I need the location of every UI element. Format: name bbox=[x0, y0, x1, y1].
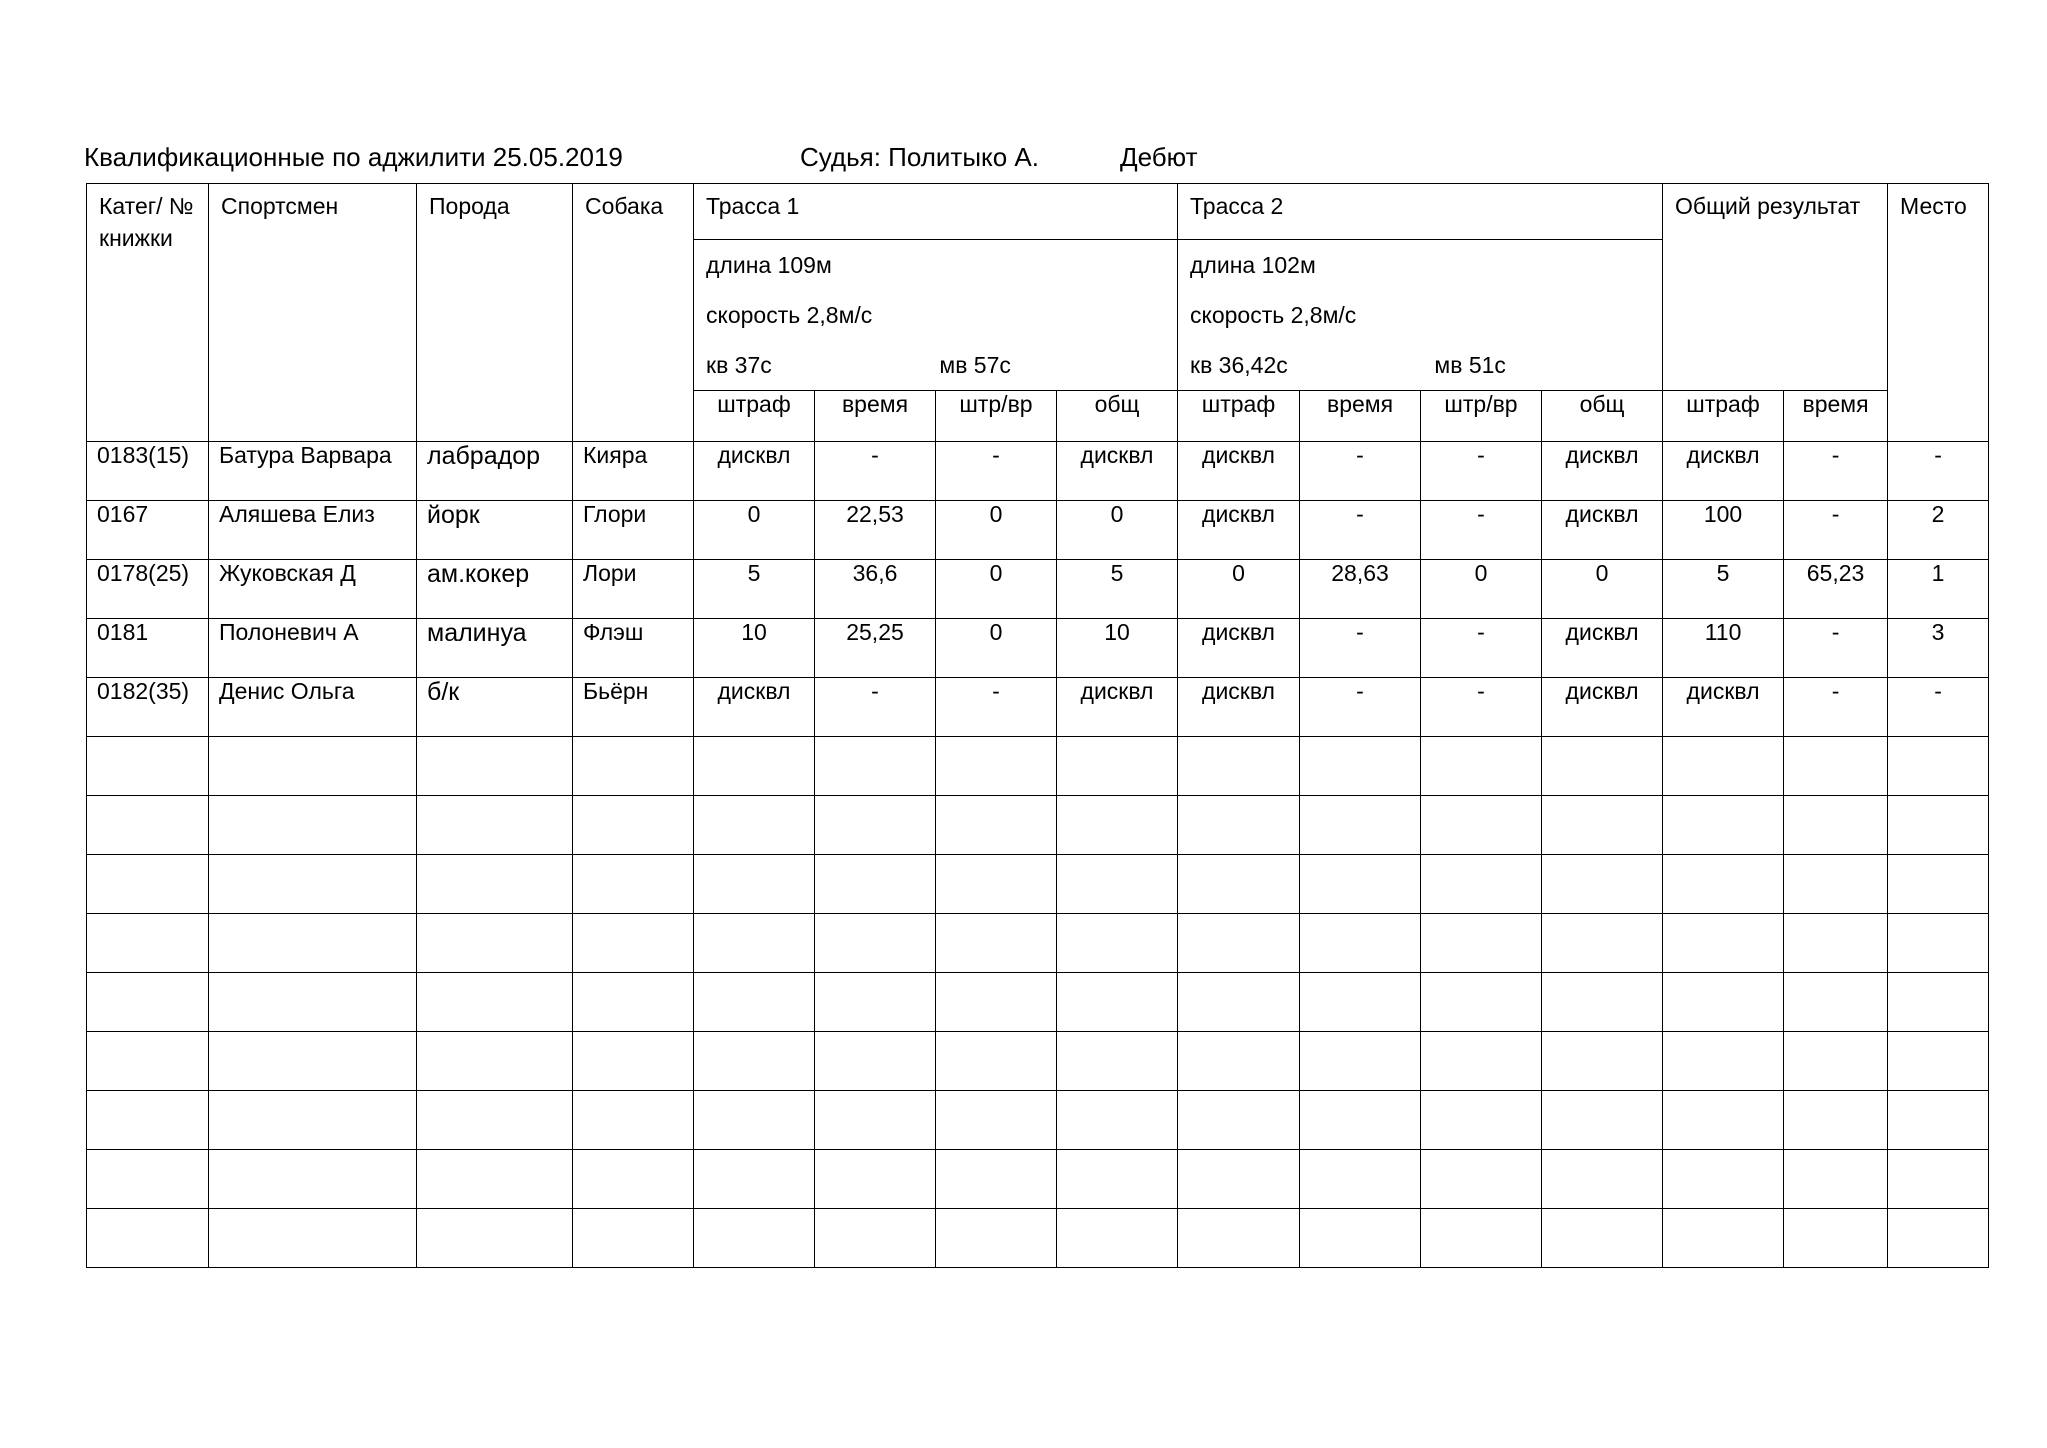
t1-total-cell bbox=[1057, 914, 1178, 973]
t1-total-cell bbox=[1057, 1150, 1178, 1209]
t1-total-header: общ bbox=[1057, 391, 1178, 442]
track1-length: длина 109м bbox=[706, 252, 832, 278]
t2-penalty-cell bbox=[1178, 855, 1300, 914]
breed-cell bbox=[417, 1091, 573, 1150]
t2-ratio-cell bbox=[1421, 855, 1542, 914]
t2-total-cell: дисквл bbox=[1542, 501, 1663, 560]
total-penalty-cell bbox=[1663, 1209, 1784, 1268]
t2-total-cell: 0 bbox=[1542, 560, 1663, 619]
t1-time-header: время bbox=[815, 391, 936, 442]
t2-penalty-cell bbox=[1178, 1150, 1300, 1209]
t2-total-cell bbox=[1542, 973, 1663, 1032]
athlete-cell: Батура Варвара bbox=[209, 442, 417, 501]
total-time-cell bbox=[1784, 914, 1888, 973]
athlete-cell bbox=[209, 1209, 417, 1268]
book-cell bbox=[87, 737, 209, 796]
book-cell: 0167 bbox=[87, 501, 209, 560]
t2-ratio-cell bbox=[1421, 1091, 1542, 1150]
t2-time-cell: - bbox=[1300, 501, 1421, 560]
place-cell bbox=[1888, 796, 1989, 855]
t2-ratio-cell: - bbox=[1421, 678, 1542, 737]
track2-info bbox=[1178, 240, 1663, 391]
t1-penalty-cell: 10 bbox=[694, 619, 815, 678]
t2-total-cell bbox=[1542, 855, 1663, 914]
t2-ratio-cell bbox=[1421, 737, 1542, 796]
results-table bbox=[86, 183, 1989, 1268]
t1-time-cell bbox=[815, 1209, 936, 1268]
t2-penalty-cell bbox=[1178, 737, 1300, 796]
total-time-cell bbox=[1784, 737, 1888, 796]
breed-cell bbox=[417, 1150, 573, 1209]
dog-cell bbox=[573, 855, 694, 914]
t2-ratio-cell: - bbox=[1421, 501, 1542, 560]
total-time-cell: - bbox=[1784, 501, 1888, 560]
book-cell bbox=[87, 973, 209, 1032]
dog-cell bbox=[573, 1091, 694, 1150]
breed-cell bbox=[417, 737, 573, 796]
breed-cell bbox=[417, 973, 573, 1032]
book-cell: 0182(35) bbox=[87, 678, 209, 737]
header-athlete: Спортсмен bbox=[209, 184, 417, 442]
t2-penalty-cell bbox=[1178, 796, 1300, 855]
total-penalty-cell bbox=[1663, 796, 1784, 855]
dog-cell bbox=[573, 973, 694, 1032]
t1-time-cell bbox=[815, 973, 936, 1032]
header-track2: Трасса 2 bbox=[1178, 184, 1663, 240]
t2-time-cell bbox=[1300, 796, 1421, 855]
table-row bbox=[87, 442, 1989, 501]
t1-ratio-cell bbox=[936, 1032, 1057, 1091]
track2-speed: скорость 2,8м/с bbox=[1190, 302, 1357, 328]
t1-penalty-cell: дисквл bbox=[694, 442, 815, 501]
total-time-cell bbox=[1784, 796, 1888, 855]
t1-total-cell bbox=[1057, 796, 1178, 855]
breed-cell: малинуа bbox=[417, 619, 573, 678]
t2-time-cell bbox=[1300, 1032, 1421, 1091]
t1-total-cell bbox=[1057, 1091, 1178, 1150]
t1-penalty-cell bbox=[694, 973, 815, 1032]
track1-mv: мв 57с bbox=[939, 352, 1011, 378]
breed-cell: б/к bbox=[417, 678, 573, 737]
total-time-cell bbox=[1784, 973, 1888, 1032]
dog-cell bbox=[573, 914, 694, 973]
t1-time-cell bbox=[815, 855, 936, 914]
t2-ratio-cell: 0 bbox=[1421, 560, 1542, 619]
athlete-cell bbox=[209, 737, 417, 796]
place-cell: - bbox=[1888, 678, 1989, 737]
t2-penalty-cell: дисквл bbox=[1178, 501, 1300, 560]
breed-cell: ам.кокер bbox=[417, 560, 573, 619]
breed-cell bbox=[417, 1209, 573, 1268]
t2-time-cell bbox=[1300, 914, 1421, 973]
athlete-cell bbox=[209, 1032, 417, 1091]
t2-total-cell bbox=[1542, 1150, 1663, 1209]
t1-penalty-cell bbox=[694, 1150, 815, 1209]
t1-total-cell: дисквл bbox=[1057, 442, 1178, 501]
book-cell: 0178(25) bbox=[87, 560, 209, 619]
t1-penalty-cell bbox=[694, 737, 815, 796]
book-cell bbox=[87, 1032, 209, 1091]
total-time-cell bbox=[1784, 1150, 1888, 1209]
total-penalty-cell bbox=[1663, 973, 1784, 1032]
total-time-cell: - bbox=[1784, 678, 1888, 737]
athlete-cell bbox=[209, 1091, 417, 1150]
t2-penalty-cell bbox=[1178, 1209, 1300, 1268]
place-cell bbox=[1888, 1091, 1989, 1150]
total-penalty-cell: 110 bbox=[1663, 619, 1784, 678]
t2-ratio-header: штр/вр bbox=[1421, 391, 1542, 442]
t2-ratio-cell: - bbox=[1421, 442, 1542, 501]
t2-total-cell bbox=[1542, 1209, 1663, 1268]
t1-ratio-cell bbox=[936, 1091, 1057, 1150]
t2-penalty-cell: дисквл bbox=[1178, 442, 1300, 501]
t2-time-cell bbox=[1300, 1150, 1421, 1209]
total-penalty-cell bbox=[1663, 737, 1784, 796]
t1-time-cell bbox=[815, 1091, 936, 1150]
total-time-cell bbox=[1784, 1032, 1888, 1091]
total-penalty-cell bbox=[1663, 1091, 1784, 1150]
dog-cell bbox=[573, 796, 694, 855]
t1-ratio-cell: 0 bbox=[936, 560, 1057, 619]
book-cell: 0181 bbox=[87, 619, 209, 678]
t1-time-cell bbox=[815, 796, 936, 855]
t1-penalty-header: штраф bbox=[694, 391, 815, 442]
empty-table-row bbox=[87, 737, 1989, 796]
t1-penalty-cell bbox=[694, 1032, 815, 1091]
t1-total-cell: 5 bbox=[1057, 560, 1178, 619]
t1-time-cell: 25,25 bbox=[815, 619, 936, 678]
t2-time-cell bbox=[1300, 1209, 1421, 1268]
breed-cell: йорк bbox=[417, 501, 573, 560]
track1-info bbox=[694, 240, 1178, 391]
t2-time-cell bbox=[1300, 855, 1421, 914]
athlete-cell bbox=[209, 796, 417, 855]
table-row bbox=[87, 560, 1989, 619]
empty-table-row bbox=[87, 855, 1989, 914]
t1-penalty-cell bbox=[694, 796, 815, 855]
athlete-cell bbox=[209, 914, 417, 973]
header-track1: Трасса 1 bbox=[694, 184, 1178, 240]
place-cell bbox=[1888, 855, 1989, 914]
total-time-cell bbox=[1784, 1091, 1888, 1150]
t1-penalty-cell: 5 bbox=[694, 560, 815, 619]
total-penalty-cell bbox=[1663, 855, 1784, 914]
t2-time-cell: - bbox=[1300, 619, 1421, 678]
total-time-cell: - bbox=[1784, 619, 1888, 678]
breed-cell bbox=[417, 796, 573, 855]
header-breed: Порода bbox=[417, 184, 573, 442]
empty-table-row bbox=[87, 1032, 1989, 1091]
track2-kv: кв 36,42с bbox=[1190, 352, 1288, 378]
t1-ratio-cell bbox=[936, 737, 1057, 796]
t2-time-cell: - bbox=[1300, 678, 1421, 737]
t1-total-cell bbox=[1057, 1209, 1178, 1268]
t2-time-cell bbox=[1300, 737, 1421, 796]
t2-ratio-cell bbox=[1421, 914, 1542, 973]
t2-total-cell bbox=[1542, 914, 1663, 973]
t1-time-cell: - bbox=[815, 442, 936, 501]
t1-time-cell bbox=[815, 1150, 936, 1209]
page-title: Квалификационные по аджилити 25.05.2019 bbox=[84, 142, 623, 172]
book-cell bbox=[87, 796, 209, 855]
empty-table-row bbox=[87, 914, 1989, 973]
t1-time-cell: - bbox=[815, 678, 936, 737]
t2-penalty-cell bbox=[1178, 914, 1300, 973]
place-cell bbox=[1888, 1150, 1989, 1209]
t2-ratio-cell bbox=[1421, 973, 1542, 1032]
t1-ratio-cell bbox=[936, 1150, 1057, 1209]
empty-table-row bbox=[87, 1209, 1989, 1268]
t1-ratio-cell: - bbox=[936, 678, 1057, 737]
t1-time-cell: 36,6 bbox=[815, 560, 936, 619]
t1-total-cell: 0 bbox=[1057, 501, 1178, 560]
t1-ratio-cell bbox=[936, 796, 1057, 855]
t2-total-cell: дисквл bbox=[1542, 678, 1663, 737]
t1-total-cell: дисквл bbox=[1057, 678, 1178, 737]
category-label: Дебют bbox=[1120, 142, 1198, 172]
athlete-cell bbox=[209, 855, 417, 914]
dog-cell bbox=[573, 1032, 694, 1091]
dog-cell: Глори bbox=[573, 501, 694, 560]
t1-time-cell bbox=[815, 914, 936, 973]
t1-total-cell bbox=[1057, 737, 1178, 796]
header-place: Место bbox=[1888, 184, 1989, 442]
t1-total-cell bbox=[1057, 855, 1178, 914]
t2-total-cell bbox=[1542, 1032, 1663, 1091]
track2-length: длина 102м bbox=[1190, 252, 1316, 278]
t1-ratio-header: штр/вр bbox=[936, 391, 1057, 442]
t2-total-cell bbox=[1542, 1091, 1663, 1150]
book-cell: 0183(15) bbox=[87, 442, 209, 501]
dog-cell: Кияра bbox=[573, 442, 694, 501]
total-penalty-cell bbox=[1663, 1150, 1784, 1209]
table-row bbox=[87, 501, 1989, 560]
athlete-cell: Полоневич А bbox=[209, 619, 417, 678]
t2-time-cell bbox=[1300, 973, 1421, 1032]
t2-time-cell bbox=[1300, 1091, 1421, 1150]
dog-cell: Бьёрн bbox=[573, 678, 694, 737]
athlete-cell: Аляшева Елиз bbox=[209, 501, 417, 560]
t2-ratio-cell bbox=[1421, 1032, 1542, 1091]
empty-table-row bbox=[87, 973, 1989, 1032]
t2-ratio-cell bbox=[1421, 796, 1542, 855]
place-cell: 1 bbox=[1888, 560, 1989, 619]
t1-time-cell bbox=[815, 737, 936, 796]
table-row bbox=[87, 619, 1989, 678]
t2-time-cell: 28,63 bbox=[1300, 560, 1421, 619]
place-cell: 3 bbox=[1888, 619, 1989, 678]
t2-penalty-cell: дисквл bbox=[1178, 619, 1300, 678]
breed-cell bbox=[417, 1032, 573, 1091]
t2-ratio-cell: - bbox=[1421, 619, 1542, 678]
place-cell bbox=[1888, 737, 1989, 796]
athlete-cell: Жуковская Д bbox=[209, 560, 417, 619]
athlete-cell: Денис Ольга bbox=[209, 678, 417, 737]
book-cell bbox=[87, 1091, 209, 1150]
total-time-cell bbox=[1784, 1209, 1888, 1268]
t2-total-cell: дисквл bbox=[1542, 442, 1663, 501]
header-dog: Собака bbox=[573, 184, 694, 442]
total-time-cell: - bbox=[1784, 442, 1888, 501]
t1-ratio-cell bbox=[936, 914, 1057, 973]
t2-total-cell bbox=[1542, 796, 1663, 855]
place-cell bbox=[1888, 973, 1989, 1032]
t1-ratio-cell: 0 bbox=[936, 619, 1057, 678]
t2-total-header: общ bbox=[1542, 391, 1663, 442]
track1-speed: скорость 2,8м/с bbox=[706, 302, 873, 328]
header-total: Общий результат bbox=[1663, 184, 1888, 391]
t1-ratio-cell bbox=[936, 855, 1057, 914]
dog-cell: Флэш bbox=[573, 619, 694, 678]
t1-ratio-cell: 0 bbox=[936, 501, 1057, 560]
table-row bbox=[87, 678, 1989, 737]
t2-penalty-cell bbox=[1178, 1032, 1300, 1091]
dog-cell bbox=[573, 737, 694, 796]
total-penalty-cell: 100 bbox=[1663, 501, 1784, 560]
t1-penalty-cell bbox=[694, 855, 815, 914]
dog-cell bbox=[573, 1150, 694, 1209]
track1-kv: кв 37с bbox=[706, 352, 772, 378]
book-cell bbox=[87, 855, 209, 914]
t2-ratio-cell bbox=[1421, 1150, 1542, 1209]
t2-total-cell: дисквл bbox=[1542, 619, 1663, 678]
place-cell: - bbox=[1888, 442, 1989, 501]
t1-penalty-cell bbox=[694, 1091, 815, 1150]
t1-penalty-cell: дисквл bbox=[694, 678, 815, 737]
place-cell bbox=[1888, 914, 1989, 973]
t1-ratio-cell: - bbox=[936, 442, 1057, 501]
book-cell bbox=[87, 1209, 209, 1268]
breed-cell bbox=[417, 914, 573, 973]
track2-mv: мв 51с bbox=[1434, 352, 1506, 378]
t1-ratio-cell bbox=[936, 973, 1057, 1032]
total-time-cell bbox=[1784, 855, 1888, 914]
t2-penalty-cell bbox=[1178, 973, 1300, 1032]
t1-total-cell bbox=[1057, 1032, 1178, 1091]
t2-time-cell: - bbox=[1300, 442, 1421, 501]
book-cell bbox=[87, 914, 209, 973]
dog-cell: Лори bbox=[573, 560, 694, 619]
judge-label: Судья: Политыко А. bbox=[800, 142, 1039, 172]
t1-ratio-cell bbox=[936, 1209, 1057, 1268]
breed-cell bbox=[417, 855, 573, 914]
empty-table-row bbox=[87, 1150, 1989, 1209]
total-time-header: время bbox=[1784, 391, 1888, 442]
total-time-cell: 65,23 bbox=[1784, 560, 1888, 619]
place-cell bbox=[1888, 1209, 1989, 1268]
dog-cell bbox=[573, 1209, 694, 1268]
t2-time-header: время bbox=[1300, 391, 1421, 442]
t1-total-cell: 10 bbox=[1057, 619, 1178, 678]
total-penalty-header: штраф bbox=[1663, 391, 1784, 442]
t1-penalty-cell bbox=[694, 914, 815, 973]
total-penalty-cell bbox=[1663, 1032, 1784, 1091]
empty-table-row bbox=[87, 1091, 1989, 1150]
t1-penalty-cell: 0 bbox=[694, 501, 815, 560]
t2-penalty-cell bbox=[1178, 1091, 1300, 1150]
t2-ratio-cell bbox=[1421, 1209, 1542, 1268]
t1-penalty-cell bbox=[694, 1209, 815, 1268]
t1-total-cell bbox=[1057, 973, 1178, 1032]
total-penalty-cell: 5 bbox=[1663, 560, 1784, 619]
t2-penalty-header: штраф bbox=[1178, 391, 1300, 442]
t1-time-cell: 22,53 bbox=[815, 501, 936, 560]
total-penalty-cell: дисквл bbox=[1663, 442, 1784, 501]
header-book: Катег/ № книжки bbox=[87, 184, 209, 442]
t2-total-cell bbox=[1542, 737, 1663, 796]
t2-penalty-cell: дисквл bbox=[1178, 678, 1300, 737]
total-penalty-cell bbox=[1663, 914, 1784, 973]
t1-time-cell bbox=[815, 1032, 936, 1091]
total-penalty-cell: дисквл bbox=[1663, 678, 1784, 737]
breed-cell: лабрадор bbox=[417, 442, 573, 501]
place-cell bbox=[1888, 1032, 1989, 1091]
empty-table-row bbox=[87, 796, 1989, 855]
place-cell: 2 bbox=[1888, 501, 1989, 560]
t2-penalty-cell: 0 bbox=[1178, 560, 1300, 619]
athlete-cell bbox=[209, 973, 417, 1032]
book-cell bbox=[87, 1150, 209, 1209]
athlete-cell bbox=[209, 1150, 417, 1209]
